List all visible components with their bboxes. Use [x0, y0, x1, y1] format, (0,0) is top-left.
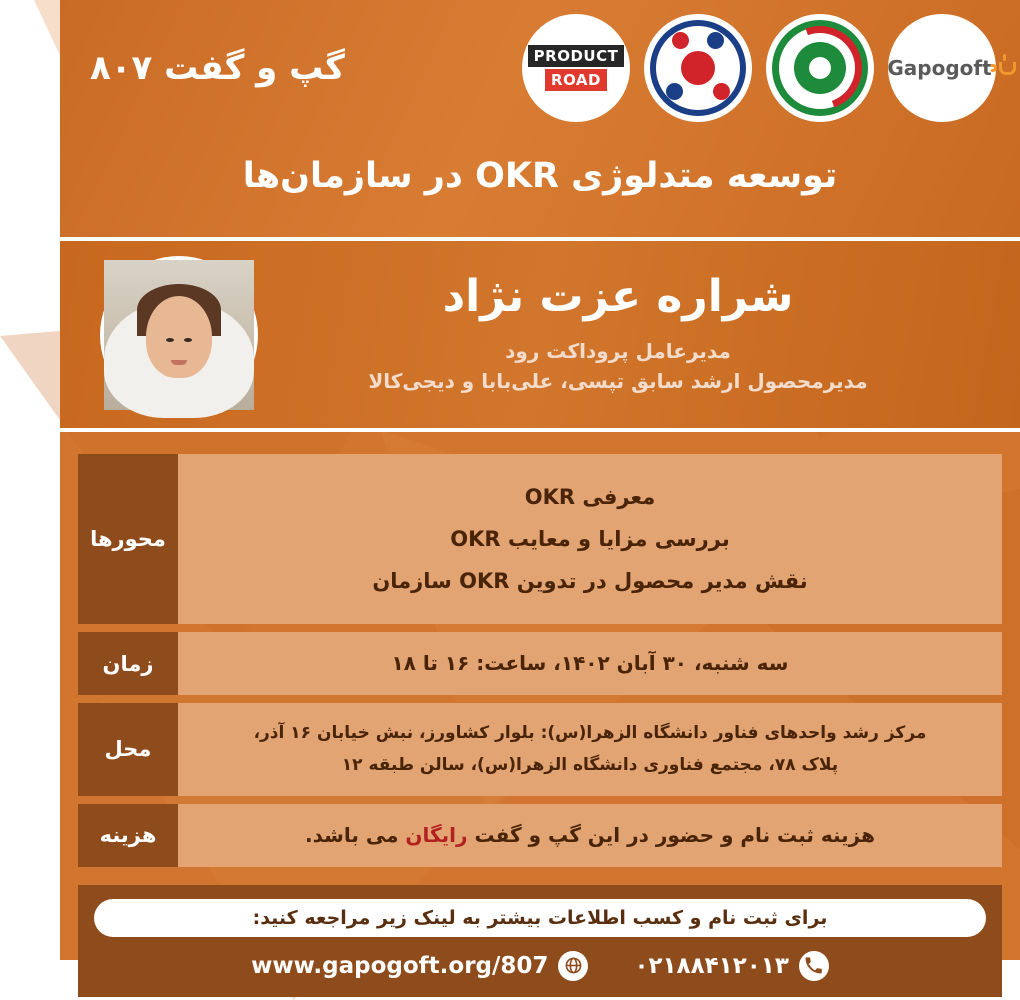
time-value-cell: سه شنبه، ۳۰ آبان ۱۴۰۲، ساعت: ۱۶ تا ۱۸ [178, 632, 1002, 695]
axes-line-2: بررسی مزایا و معایب OKR [450, 527, 730, 551]
page-title: توسعه متدلوژی OKR در سازمان‌ها [242, 156, 838, 196]
details-table [78, 446, 1002, 875]
globe-icon [558, 951, 588, 981]
fee-text-suffix: می باشد. [305, 822, 406, 847]
logo-group [522, 14, 996, 122]
poster-header [60, 0, 1020, 237]
green-ring-icon [772, 20, 868, 116]
axes-value-cell [178, 454, 1002, 624]
session-number: گپ و گفت ۸۰۷ [90, 48, 345, 88]
product-road-bottom-text: ROAD [545, 69, 607, 91]
website-url: www.gapogoft.org/807 [251, 952, 549, 979]
phone-number: ۰۲۱۸۸۴۱۲۰۱۳ [634, 952, 789, 979]
place-value-cell [178, 703, 1002, 796]
poster-root [60, 0, 1020, 979]
speaker-role-line-2: مدیرمحصول ارشد سابق تپسی، علی‌بابا و دیجی‌کالا [368, 368, 868, 393]
product-road-top-text: PRODUCT [528, 45, 625, 67]
avatar [100, 256, 258, 414]
phone-icon [799, 951, 829, 981]
axes-line-1: معرفی OKR [524, 485, 656, 509]
table-row [78, 454, 1002, 624]
gapogoft-logo-text: Gapogoft [887, 56, 992, 80]
axes-label-cell: محورها [78, 454, 178, 624]
table-row [78, 804, 1002, 867]
speaker-role-line-1: مدیرعامل پروداکت رود [505, 338, 731, 363]
fee-value-cell [178, 804, 1002, 867]
gapogoft-logo [888, 14, 996, 122]
speaker-name: شراره عزت نژاد [442, 271, 794, 323]
cta-banner: برای ثبت نام و کسب اطلاعات بیشتر به لینک زیر مراجعه کنید: [94, 899, 986, 937]
fee-label-cell: هزینه [78, 804, 178, 867]
karmana-logo [644, 14, 752, 122]
speaker-band [60, 237, 1020, 432]
time-label-cell: زمان [78, 632, 178, 695]
product-road-logo [522, 14, 630, 122]
details-section [60, 432, 1020, 875]
poster-footer [78, 885, 1002, 997]
website-contact[interactable] [251, 951, 588, 981]
logo-row [84, 14, 996, 122]
place-line-1: مرکز رشد واحدهای فناور دانشگاه الزهرا(س): بلوار کشاورز، نبش خیابان ۱۶ آذر، [253, 723, 927, 743]
contact-row [94, 951, 986, 981]
place-label-cell: محل [78, 703, 178, 796]
green-circular-logo [766, 14, 874, 122]
table-row [78, 632, 1002, 695]
phone-contact[interactable] [634, 951, 828, 981]
axes-line-3: نقش مدیر محصول در تدوین OKR سازمان [372, 569, 808, 593]
karmana-people-icon [650, 20, 746, 116]
speaker-info [258, 273, 960, 395]
place-line-2: پلاک ۷۸، مجتمع فناوری دانشگاه الزهرا(س)، سالن طبقه ۱۲ [341, 755, 839, 776]
table-row [78, 703, 1002, 796]
fee-text-prefix: هزینه ثبت نام و حضور در این گپ و گفت [467, 822, 875, 847]
fee-highlight: رایگان [405, 822, 468, 847]
